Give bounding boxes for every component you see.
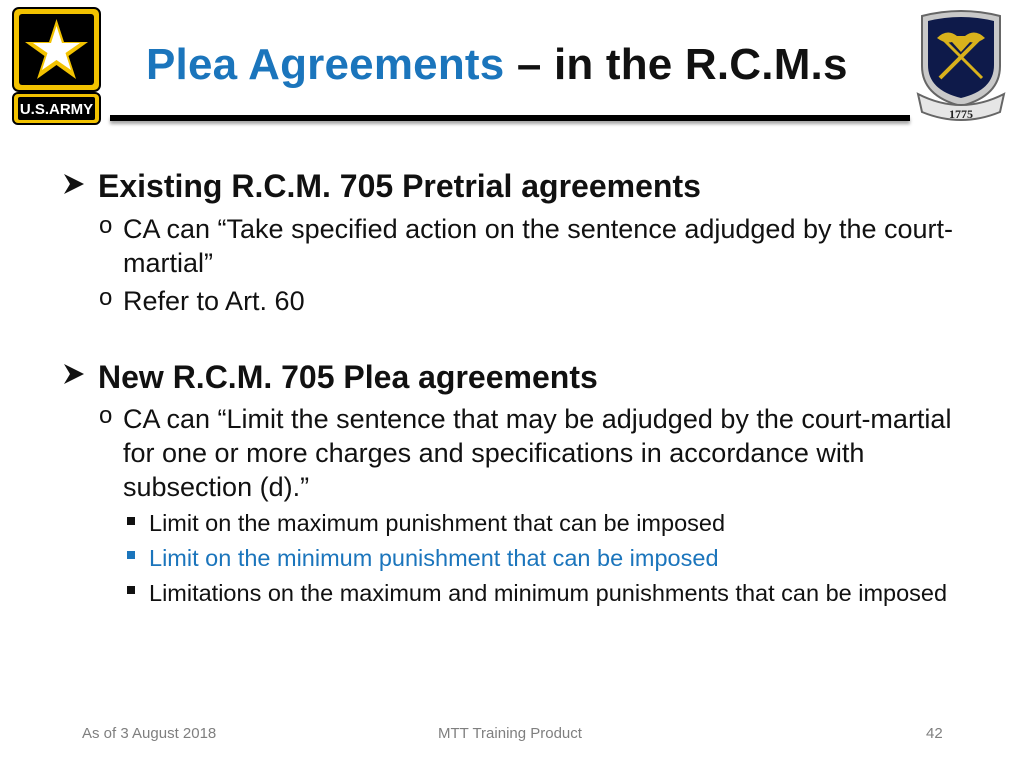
sub-list-item-highlighted: Limit on the minimum punishment that can be imposed [149,545,719,571]
title-highlight: Plea Agreements [146,40,505,89]
section-heading-existing: Existing R.C.M. 705 Pretrial agreements [98,168,701,204]
square-bullet-icon [127,517,135,525]
arrow-bullet-icon [62,362,86,386]
square-bullet-icon [127,551,135,559]
sub-list-item: Limitations on the maximum and minimum punishments that can be imposed [149,580,948,606]
circle-bullet-icon: o [99,284,113,311]
us-army-logo [12,7,101,125]
svg-text:U.S.ARMY: U.S.ARMY [19,101,94,118]
circle-bullet-icon: o [99,402,113,429]
footer-center: MTT Training Product [438,725,582,742]
square-bullet-icon [127,586,135,594]
page-number: 42 [926,725,943,742]
sub-list-item: Limit on the maximum punishment that can be imposed [149,510,726,536]
section-heading-new: New R.C.M. 705 Plea agreements [98,359,598,395]
title-divider [110,115,910,121]
page-title [146,40,906,90]
list-item: CA can “Limit the sentence that may be adjudged by the court-martial for one or more charges and specifications in accordance with subsection (d).” [123,404,952,502]
circle-bullet-icon: o [99,212,113,239]
list-item: Refer to Art. 60 [123,286,305,316]
title-rest: – in the R.C.M.s [504,40,848,89]
arrow-bullet-icon [62,172,86,196]
svg-text:1775: 1775 [949,107,973,121]
jag-corps-crest-icon [912,8,1010,124]
footer-date: As of 3 August 2018 [82,725,217,742]
list-item: CA can “Take specified action on the sentence adjudged by the court-martial” [123,214,954,278]
